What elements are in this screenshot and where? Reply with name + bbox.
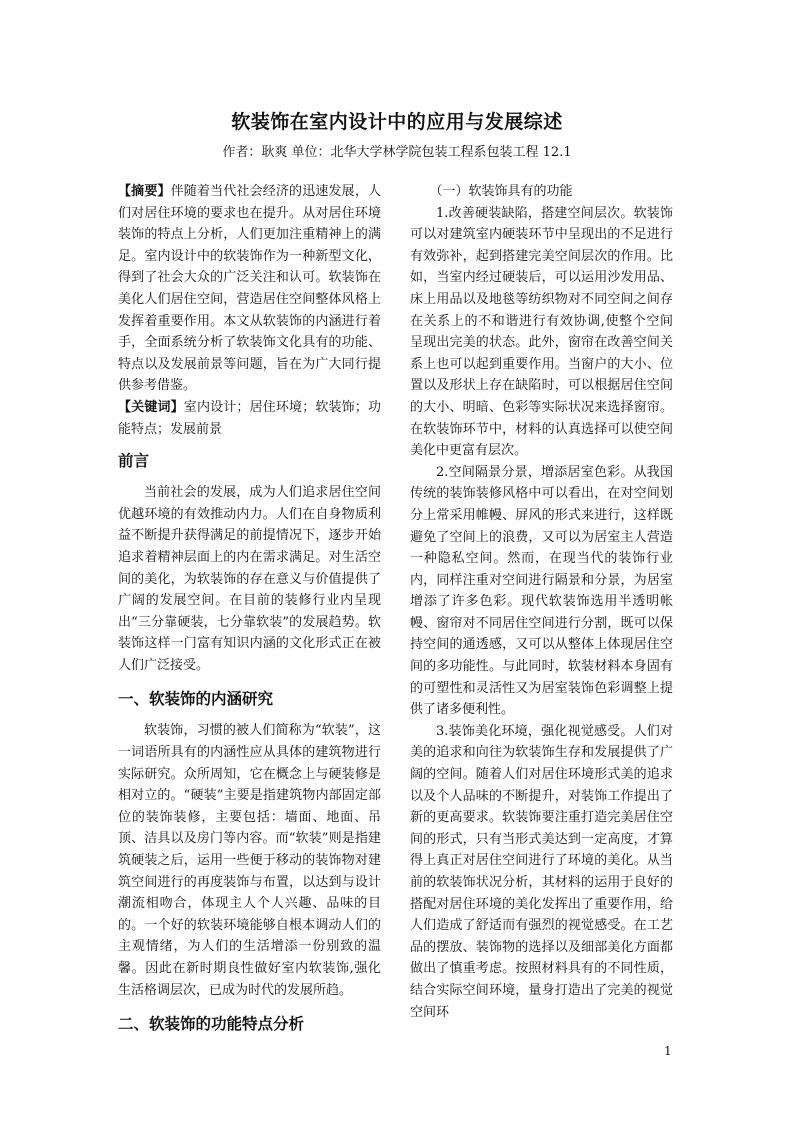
function-paragraph-3: 3.装饰美化环境，强化视觉感受。人们对美的追求和向往为软装饰生存和发展提供了广阔的空间。随着人们对居住环境形式美的追求以及个人品味的不断提升，对装饰工作提出了新的更高要求。软装饰要注重打造完美居住空间的形式，只有当形式美达到一定高度，才算得上真正对居住空间进行了环境的美化。从当前的软装饰状况分析，其材料的运用于良好的搭配对居住环境的美化发挥出了重要作用，给人们造成了舒适而有强烈的视觉感受。在工艺品的摆放、装饰物的选择以及细部美化方面都做出了慎重考虑。按照材料具有的不同性质，结合实际空间环境，量身打造出了完美的视觉空间环	[410, 723, 673, 1020]
author-line: 作者：耿爽 单位：北华大学林学院包装工程系包装工程 12.1	[222, 145, 572, 160]
preface-paragraph: 当前社会的发展，成为人们追求居住空间优越环境的有效推动内力。人们在自身物质利益不断提升获得满足的前提情况下，逐步开始追求着精神层面上的内在需求满足。对生活空间的美化，为软装饰的存在意义与价值提供了广阔的发展空间。在目前的装修行业内呈现出“三分靠硬装，七分靠软装”的发展趋势。软装饰这样一门富有知识内涵的文化形式正在被人们广泛接受。	[118, 485, 381, 673]
left-column	[118, 181, 381, 1045]
abstract-text: 伴随着当代社会经济的迅速发展，人们对居住环境的要求也在提升。从对居住环境装饰的特点上分析，人们更加注重精神上的满足。室内设计中的软装饰作为一种新型文化，得到了社会大众的广泛关注和认可。软装饰在美化人们居住空间，营造居住空间整体风格上发挥着重要作用。本文从软装饰的内涵进行着手，全面系统分析了软装饰文化具有的功能、特点以及发展前景等问题，旨在为广大同行提供参考借鉴。	[118, 184, 381, 394]
function-paragraph-2: 2.空间隔景分景，增添居室色彩。从我国传统的装饰装修风格中可以看出，在对空间划分上常采用帷幔、屏风的形式来进行，这样既避免了空间上的浪费，又可以为居室主人营造一种隐私空间。然而，在现当代的装饰行业内，同样注重对空间进行隔景和分景，为居室增添了许多色彩。现代软装饰选用半透明帐幔、窗帘对不同居住空间进行分割，既可以保持空间的通透感，又可以从整体上体现居住空间的多功能性。与此同时，软装材料本身固有的可塑性和灵活性又为居室装饰色彩调整上提供了诸多便利性。	[410, 464, 673, 718]
section-2-heading: 二、软装饰的功能特点分析	[118, 1014, 305, 1034]
page-number: 1	[664, 1044, 672, 1058]
keywords-text: 室内设计；居住环境；软装饰；功能特点；发展前景	[118, 399, 381, 437]
right-column	[410, 181, 673, 1023]
section-1-heading: 一、软装饰的内涵研究	[118, 689, 274, 709]
abstract	[118, 181, 381, 397]
keywords	[118, 397, 381, 440]
section-1-paragraph: 软装饰，习惯的被人们简称为“软装”，这一词语所具有的内涵性应从具体的建筑物进行实际研究。众所周知，它在概念上与硬装修是相对立的。“硬装”主要是指建筑物内部固定部位的装饰装修，主要包括：墙面、地面、吊顶、洁具以及房门等内容。而“软装”则是指建筑硬装之后，运用一些便于移动的装饰物对建筑空间进行的再度装饰与布置，以达到与设计潮流相吻合，体现主人个人兴趣、品味的目的。一个好的软装环境能够自根本调动人们的主观情绪，为人们的生活增添一份别致的温馨。因此在新时期良性做好室内软装饰,强化生活格调层次，已成为时代的发展所趋。	[118, 723, 381, 998]
preface-heading: 前言	[118, 451, 150, 471]
abstract-label: 【摘要】	[118, 184, 171, 199]
paper-title: 软装饰在室内设计中的应用与发展综述	[231, 111, 563, 133]
subsection-heading: （一）软装饰具有的功能	[429, 184, 573, 199]
function-paragraph-1: 1.改善硬装缺陷，搭建空间层次。软装饰可以对建筑室内硬装环节中呈现出的不足进行有效弥补，起到搭建完美空间层次的作用。比如，当室内经过硬装后，可以运用沙发用品、床上用品以及地毯等纺织物对不同空间之间存在关系上的不和谐进行有效协调,使整个空间呈现出完美的状态。此外，窗帘在改善空间关系上也可以起到重要作用。当窗户的大小、位置以及形状上存在缺陷时，可以根据居住空间的大小、明暗、色彩等实际状况来选择窗帘。在软装饰环节中，材料的认真选择可以使空间美化中更富有层次。	[410, 205, 673, 459]
keywords-label: 【关键词】	[118, 399, 184, 415]
